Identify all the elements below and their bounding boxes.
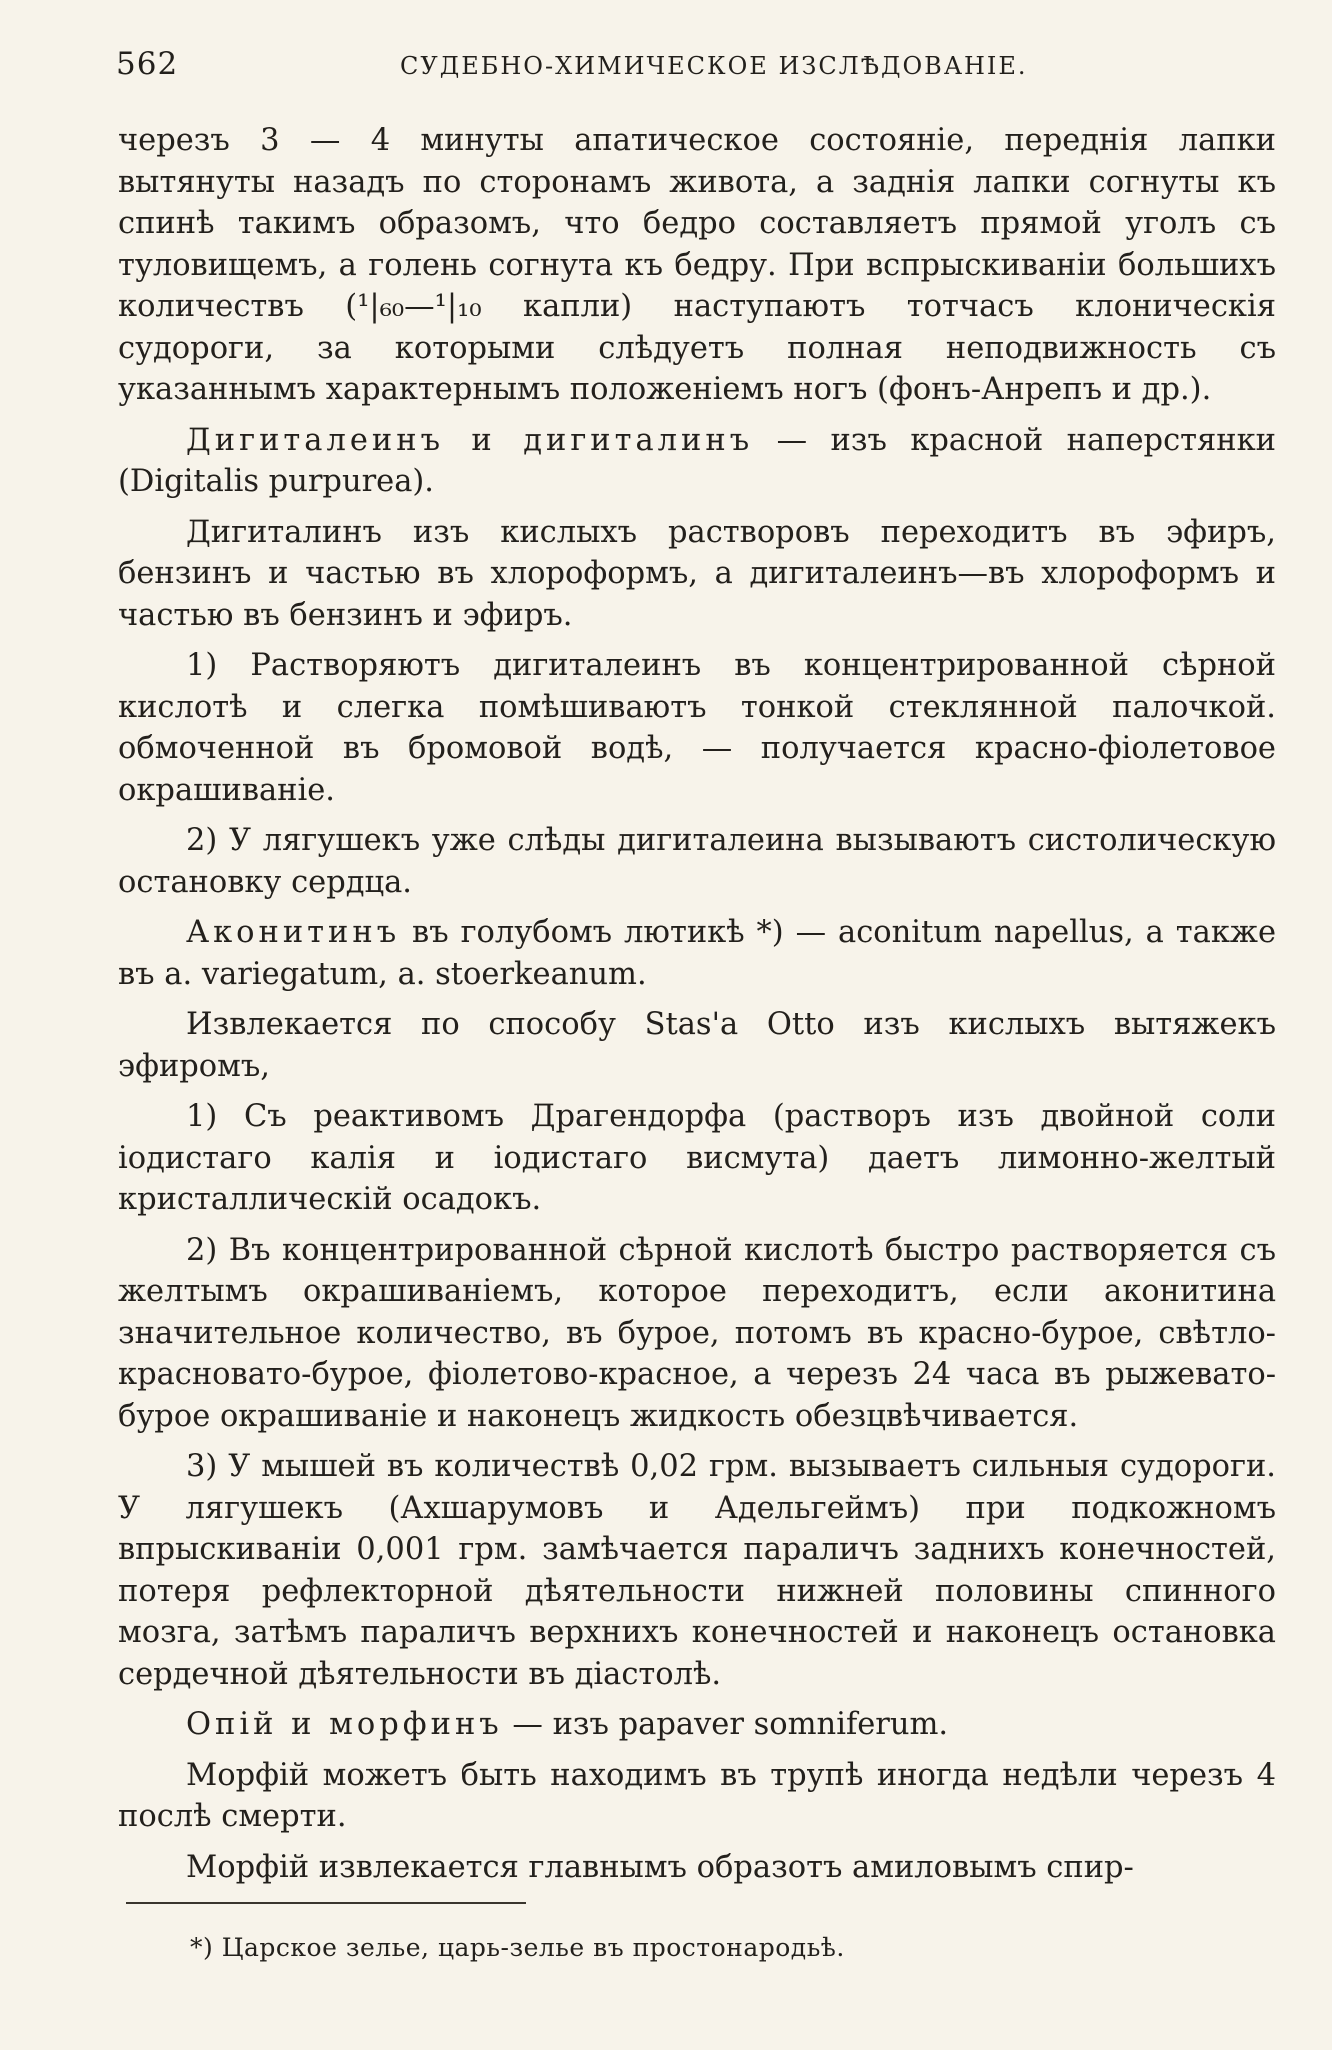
paragraph-aconitin	[118, 912, 1276, 995]
paragraph-test-2: 2) Въ концентрированной сѣрной кислотѣ быстро растворяется съ желтымъ окрашиваніемъ, которое переходитъ, если аконитина значительное количество, въ бурое, потомъ въ красно-бурое, свѣтло-красновато-бурое, фіолетово-красное, а черезъ 24 часа въ рыжевато-бурое окрашиваніе и наконецъ жидкость обезцвѣчивается.	[118, 1232, 1276, 1434]
paragraph-test-2: 2) У лягушекъ уже слѣды дигиталеина вызываютъ систолическую остановку сердца.	[118, 823, 1276, 900]
footnote: *) Царское зелье, царь-зелье въ простонародьѣ.	[190, 1933, 845, 1962]
paragraph-continued	[118, 120, 1276, 411]
fraction-text: (¹|₆₀—¹|₁₀	[345, 289, 482, 324]
paragraph: Извлекается по способу Stas'а Otto изъ кислыхъ вытяжекъ эфиромъ,	[118, 1007, 1276, 1084]
section-term: Опій и морфинъ	[186, 1707, 503, 1742]
paragraph-text: — изъ papaver somniferum.	[502, 1707, 949, 1742]
paragraph-opium	[118, 1704, 1276, 1746]
paragraph: Дигиталинъ изъ кислыхъ растворовъ переходитъ въ эфиръ, бензинъ и частью въ хлороформъ, а дигиталеинъ—въ хлороформъ и частью въ бензинъ и эфиръ.	[118, 514, 1276, 633]
paragraph-text: черезъ 3 — 4 минуты апатическое состояніе, переднія лапки вытянуты назадъ по сторонамъ живота, а заднія лапки согнуты къ спинѣ такимъ образомъ, что бедро составляетъ прямой уголъ съ туловищемъ, а голень согнута къ бедру. При вспрыскиваніи большихъ количествъ	[118, 123, 1276, 324]
paragraph-text: капли) наступаютъ тотчасъ клоническія судороги, за которыми слѣдуетъ полная неподвижность съ указаннымъ характернымъ положеніемъ ногъ (фонъ-Анрепъ и др.).	[118, 289, 1276, 407]
paragraph-test-1: 1) Съ реактивомъ Драгендорфа (растворъ изъ двойной соли іодистаго калія и іодистаго висмута) даетъ лимонно-желтый кристаллическій осадокъ.	[118, 1099, 1276, 1217]
paragraph-text: въ голубомъ лютикѣ *) — aconitum napellus, а также въ a. variegatum, a. stoerkeanum.	[118, 915, 1276, 992]
paragraph-test-3: 3) У мышей въ количествѣ 0,02 грм. вызываетъ сильныя судороги. У лягушекъ (Ахшарумовъ и Адельгеймъ) при подкожномъ впрыскиваніи 0,001 грм. замѣчается параличъ заднихъ конечностей, потеря рефлекторной дѣятельности нижней половины спинного мозга, затѣмъ параличъ верхнихъ конечностей и наконецъ остановка сердечной дѣятельности въ діастолѣ.	[118, 1449, 1276, 1692]
paragraph-text: — изъ красной наперстянки (Digitalis purpurea).	[118, 422, 1276, 499]
section-term: Аконитинъ	[186, 915, 401, 950]
section-term: Дигиталеинъ и дигиталинъ	[186, 422, 754, 458]
paragraph: Морфій можетъ быть находимъ въ трупѣ иногда недѣли черезъ 4 послѣ смерти.	[118, 1757, 1276, 1834]
body-text	[118, 120, 1276, 1897]
running-head: СУДЕБНО-ХИМИЧЕСКОЕ ИЗСЛѢДОВАНІЕ.	[400, 52, 1028, 80]
footnote-divider	[126, 1902, 526, 1904]
paragraph-digitalein	[118, 420, 1276, 503]
paragraph: Морфій извлекается главнымъ образотъ амиловымъ спир-	[186, 1849, 1134, 1885]
page-number: 562	[116, 46, 179, 82]
paragraph-test-1: 1) Растворяютъ дигиталеинъ въ концентрированной сѣрной кислотѣ и слегка помѣшиваютъ тонкой стеклянной палочкой. обмоченной въ бромовой водѣ, — получается красно-фіолетовое окрашиваніе.	[118, 648, 1276, 808]
